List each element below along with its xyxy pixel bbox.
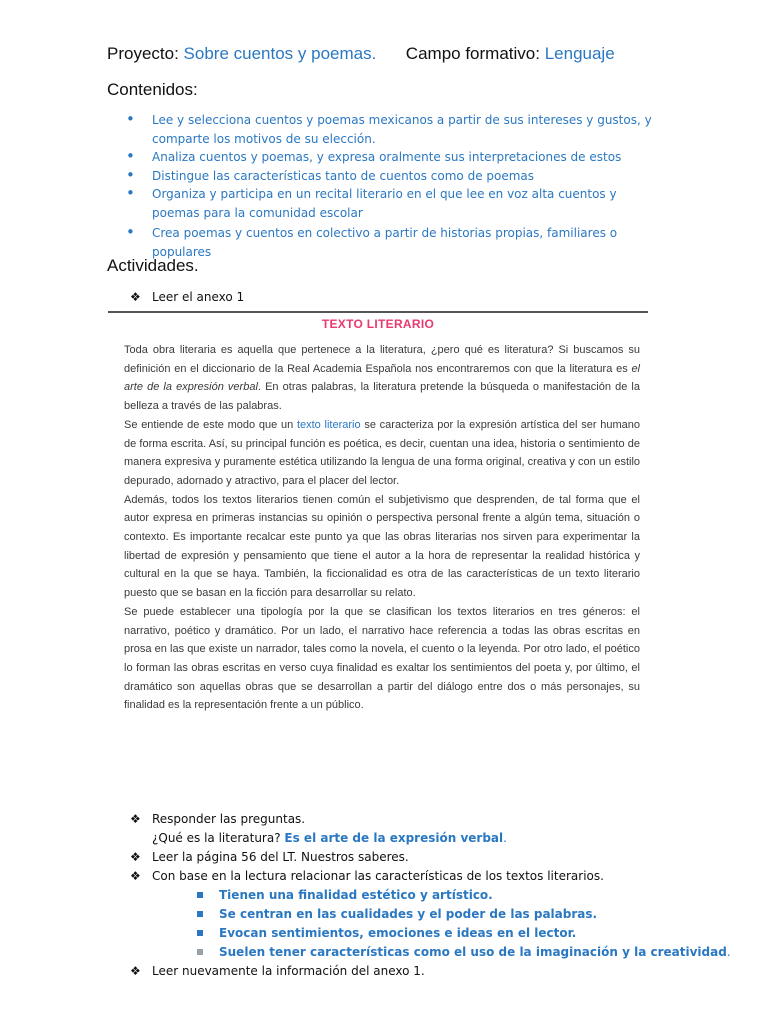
activities-list-top xyxy=(130,288,244,307)
list-item: • Crea poemas y cuentos en colectivo a partir de historias propias, familiares o populares xyxy=(126,224,666,261)
square-bullet-icon xyxy=(197,949,203,955)
list-item: Tienen una finalidad estético y artístico. xyxy=(197,886,731,905)
list-item: • Distingue las características tanto de cuentos como de poemas xyxy=(126,167,666,186)
list-item: ❖ Leer el anexo 1 xyxy=(130,288,244,307)
annex-title: TEXTO LITERARIO xyxy=(321,317,435,331)
annex-paragraph: Además, todos los textos literarios tienen común el subjetivismo que desprenden, de tal forma que el autor expresa en primeras instancias su opinión o perspectiva personal frente a algún tema, situación o contexto. Es importante recalcar este punto ya que las obras literarias nos sirven para experimentar la libertad de expresión y pensamiento que tiene el autor a la hora de representar la realidad histórica y cultural en la que se haya. También, la ficcionalidad es otra de las características de un texto literario puesto que se basan en la ficción para desarrollar su relato. xyxy=(124,493,640,600)
activities-heading: Actividades. xyxy=(107,256,199,275)
list-item: ❖ Leer nuevamente la información del anexo 1. xyxy=(130,962,731,981)
project-label: Proyecto: xyxy=(107,44,179,63)
list-item: • Organiza y participa en un recital literario en el que lee en voz alta cuentos y poemas para la comunidad escolar xyxy=(126,185,666,222)
texto-literario-link[interactable]: texto literario xyxy=(296,418,361,431)
activities-list-bottom xyxy=(130,810,731,981)
field-label: Campo formativo: xyxy=(405,44,540,63)
list-item: Se centran en las cualidades y el poder de las palabras. xyxy=(197,905,731,924)
project-header xyxy=(107,44,615,64)
list-item: ¿Qué es la literatura? Es el arte de la expresión verbal. xyxy=(152,831,507,845)
annex-body xyxy=(124,341,640,715)
square-bullet-icon xyxy=(197,911,203,917)
list-item: Evocan sentimientos, emociones e ideas en el lector. xyxy=(197,924,731,943)
diamond-bullet-icon: ❖ xyxy=(130,869,141,883)
answer-text: Es el arte de la expresión verbal xyxy=(284,831,504,845)
list-item: ❖ Con base en la lectura relacionar las características de los textos literarios. Tienen una finalidad estético y artístico. Se centran en las cualidades y el poder de las palabras. Evocan sentimientos, emociones e ideas en el lector. Suelen tener características como el uso de la imaginación y la creatividad. xyxy=(130,867,731,962)
annex-paragraph: Se entiende de este modo que un texto literario se caracteriza por la expresión artística del ser humano de forma escrita. Así, su principal función es poética, es decir, cuentan una idea, historia o sentimiento de manera expresiva y puramente estética utilizando la lengua de una forma original, creativa y con un estilo depurado, adornado y atractivo, para el placer del lector. xyxy=(124,418,640,487)
square-bullet-icon xyxy=(197,892,203,898)
diamond-bullet-icon: ❖ xyxy=(130,812,141,826)
field-value: Lenguaje xyxy=(544,44,615,63)
list-item: • Lee y selecciona cuentos y poemas mexicanos a partir de sus intereses y gustos, y comparte los motivos de su elección. xyxy=(126,111,666,148)
annex-paragraph: Toda obra literaria es aquella que pertenece a la literatura, ¿pero qué es literatura? Si buscamos su definición en el diccionario de la Real Academia Española nos encontraremos con que la literatura es el arte de la expresión verbal. En otras palabras, la literatura pretende la búsqueda o manifestación de la belleza a través de las palabras. xyxy=(124,344,640,413)
contents-heading: Contenidos: xyxy=(107,80,198,99)
diamond-bullet-icon: ❖ xyxy=(130,964,141,978)
contents-list xyxy=(126,111,666,261)
diamond-bullet-icon: ❖ xyxy=(130,290,141,304)
list-item: ❖ Leer la página 56 del LT. Nuestros saberes. xyxy=(130,848,731,867)
diamond-bullet-icon: ❖ xyxy=(130,850,141,864)
annex-paragraph: Se puede establecer una tipología por la que se clasifican los textos literarios en tres géneros: el narrativo, poético y dramático. Por un lado, el narrativo hace referencia a todas las obras escritas en prosa en las que existe un narrador, tales como la novela, el cuento o la leyenda. Por otro lado, el poético lo forman las obras escritas en verso cuya finalidad es exaltar los sentimientos del poeta y, por último, el dramático son aquellas obras que se desarrollan a partir del diálogo entre dos o más personajes, su finalidad es la representación frente a un público. xyxy=(124,605,640,712)
project-value: Sobre cuentos y poemas. xyxy=(183,44,377,63)
list-item: • Analiza cuentos y poemas, y expresa oralmente sus interpretaciones de estos xyxy=(126,148,666,167)
list-item: ❖ Responder las preguntas. xyxy=(130,810,731,829)
annex-1 xyxy=(108,311,648,797)
characteristics-list xyxy=(152,886,731,962)
list-item: Suelen tener características como el uso de la imaginación y la creatividad. xyxy=(197,943,731,962)
square-bullet-icon xyxy=(197,930,203,936)
